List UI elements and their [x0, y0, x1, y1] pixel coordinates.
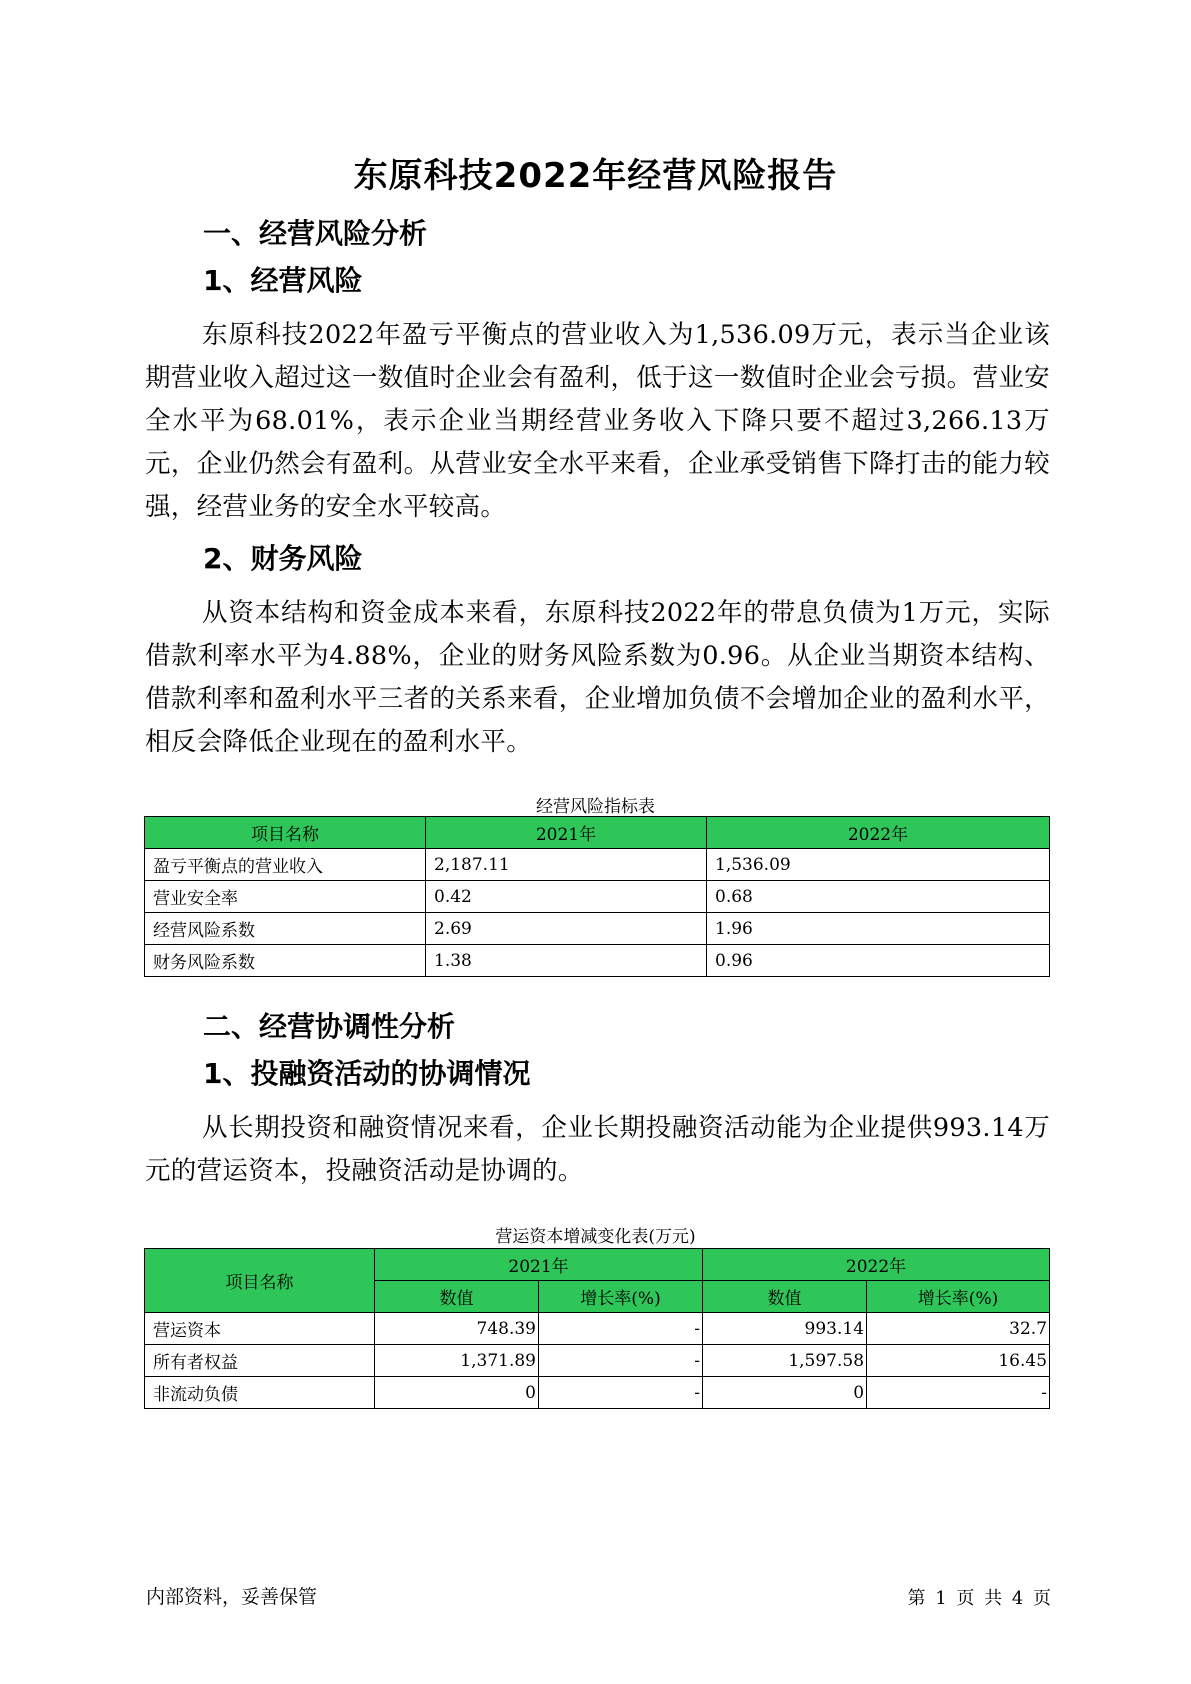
- table-row: [145, 1313, 1050, 1345]
- row-label: 所有者权益: [145, 1345, 375, 1377]
- header-2022: 2022年: [707, 817, 1050, 849]
- row-rate-2021: -: [539, 1313, 703, 1345]
- paragraph-financial-risk: 从资本结构和资金成本来看，东原科技2022年的带息负债为1万元，实际借款利率水平为4.88%，企业的财务风险系数为0.96。从企业当期资本结构、借款利率和盈利水平三者的关系来看，企业增加负债不会增加企业的盈利水平，相反会降低企业现在的盈利水平。: [145, 598, 1050, 757]
- row-rate-2022: 16.45: [867, 1345, 1050, 1377]
- footer-page-number: 第 1 页 共 4 页: [907, 1588, 1051, 1609]
- header-rate-2022: 增长率(%): [867, 1281, 1050, 1313]
- table-row: [145, 849, 1050, 881]
- working-capital-table: [144, 1248, 1050, 1409]
- subsection-heading-operating-risk: 1、经营风险: [203, 264, 363, 297]
- table-row: [145, 881, 1050, 913]
- header-value-2021: 数值: [375, 1281, 539, 1313]
- section-heading-risk-analysis: 一、经营风险分析: [203, 217, 428, 250]
- header-2021: 2021年: [375, 1249, 703, 1281]
- header-2022: 2022年: [703, 1249, 1050, 1281]
- section-heading-coordination-analysis: 二、经营协调性分析: [203, 1010, 456, 1043]
- row-label: 盈亏平衡点的营业收入: [145, 849, 426, 881]
- footer-confidential-note: 内部资料，妥善保管: [146, 1586, 318, 1608]
- table-row: [145, 1345, 1050, 1377]
- row-label: 非流动负债: [145, 1377, 375, 1409]
- row-rate-2022: -: [867, 1377, 1050, 1409]
- row-value-2022: 0.96: [707, 945, 1050, 977]
- row-label: 经营风险系数: [145, 913, 426, 945]
- table-row: [145, 1377, 1050, 1409]
- document-title: 东原科技2022年经营风险报告: [353, 156, 838, 196]
- row-value-2021: 2,187.11: [426, 849, 707, 881]
- table-header-row: [145, 1249, 1050, 1281]
- row-value-2021: 0.42: [426, 881, 707, 913]
- row-value-2022: 1,536.09: [707, 849, 1050, 881]
- table-row: [145, 945, 1050, 977]
- paragraph-operating-risk: 东原科技2022年盈亏平衡点的营业收入为1,536.09万元，表示当企业该期营业收入超过这一数值时企业会有盈利，低于这一数值时企业会亏损。营业安全水平为68.01%，表示企业当期经营业务收入下降只要不超过3,266.13万元，企业仍然会有盈利。从营业安全水平来看，企业承受销售下降打击的能力较强，经营业务的安全水平较高。: [145, 320, 1050, 522]
- header-item-name: 项目名称: [145, 1249, 375, 1313]
- row-value-2021: 2.69: [426, 913, 707, 945]
- row-value-2021: 1.38: [426, 945, 707, 977]
- table-caption-risk-indicators: 经营风险指标表: [536, 797, 655, 817]
- table-caption-working-capital: 营运资本增减变化表(万元): [495, 1227, 696, 1247]
- subsection-heading-financial-risk: 2、财务风险: [203, 542, 363, 575]
- row-value-2022: 0.68: [707, 881, 1050, 913]
- row-value-2022: 1.96: [707, 913, 1050, 945]
- subsection-heading-investment-financing: 1、投融资活动的协调情况: [203, 1057, 531, 1090]
- header-rate-2021: 增长率(%): [539, 1281, 703, 1313]
- row-label: 财务风险系数: [145, 945, 426, 977]
- row-label: 营业安全率: [145, 881, 426, 913]
- row-rate-2021: -: [539, 1345, 703, 1377]
- row-value-2021: 748.39: [375, 1313, 539, 1345]
- risk-indicator-table: [144, 816, 1050, 977]
- row-value-2022: 993.14: [703, 1313, 867, 1345]
- row-value-2021: 1,371.89: [375, 1345, 539, 1377]
- header-2021: 2021年: [426, 817, 707, 849]
- row-value-2022: 0: [703, 1377, 867, 1409]
- header-item-name: 项目名称: [145, 817, 426, 849]
- row-value-2021: 0: [375, 1377, 539, 1409]
- table-row: [145, 913, 1050, 945]
- table-header-row: [145, 817, 1050, 849]
- row-label: 营运资本: [145, 1313, 375, 1345]
- row-rate-2021: -: [539, 1377, 703, 1409]
- paragraph-investment-financing: 从长期投资和融资情况来看，企业长期投融资活动能为企业提供993.14万元的营运资本，投融资活动是协调的。: [145, 1113, 1050, 1186]
- row-value-2022: 1,597.58: [703, 1345, 867, 1377]
- row-rate-2022: 32.7: [867, 1313, 1050, 1345]
- header-value-2022: 数值: [703, 1281, 867, 1313]
